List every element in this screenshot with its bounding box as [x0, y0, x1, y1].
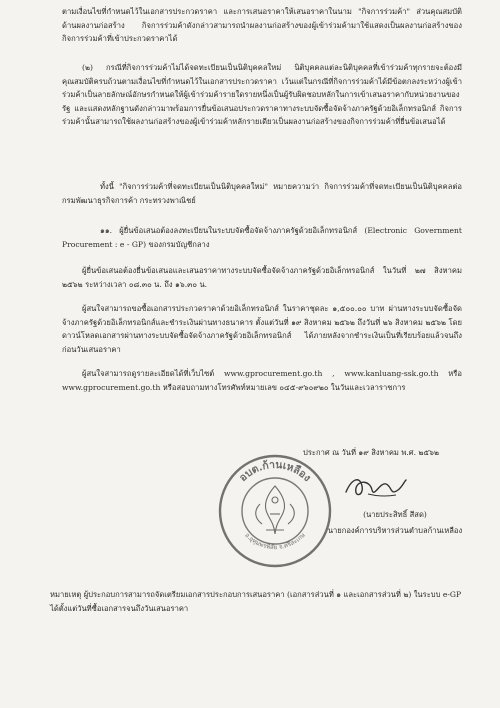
paragraph-submission-date: ผู้ยื่นข้อเสนอต้องยื่นข้อเสนอและเสนอราคาทางระบบจัดซื้อจัดจ้างภาครัฐด้วยอิเล็กทรอนิกส์ ในวันที่ ๒๗ สิงหาคม ๒๕๖๒ ระหว่างเวลา ๐๘.๓๐ น. ถึง ๑๖.๓๐ น. [62, 266, 462, 289]
footnote-label: หมายเหตุ [50, 590, 82, 599]
paragraph-joint-venture-new-entity: ตามเงื่อนไขที่กำหนดไว้ในเอกสารประกวดราคา และการเสนอราคาให้เสนอราคาในนาม "กิจการร่วมค้า" ส่วนคุณสมบัติด้านผลงานก่อสร้าง กิจการร่วมค้าดังกล่าวสามารถนำผลงานก่อสร้างของผู้เข้าร่วมค้ามาใช้แสดงเป็นผลงานก่อสร้างของกิจการร่วมค้าที่เข้าประกวดราคาได้ [62, 7, 462, 44]
paragraph-document-purchase: ผู้สนใจสามารถขอซื้อเอกสารประกวดราคาด้วยอิเล็กทรอนิกส์ ในราคาชุดละ ๑,๕๐๐.๐๐ บาท ผ่านทางระบบจัดซื้อจัดจ้างภาครัฐด้วยอิเล็กทรอนิกส์และชำระเงินผ่านทางธนาคาร ตั้งแต่วันที่ ๑๙ สิงหาคม ๒๕๖๒ ถึงวันที่ ๒๖ สิงหาคม ๒๕๖๒ โดยดาวน์โหลดเอกสารผ่านทางระบบจัดซื้อจัดจ้างภาครัฐด้วยอิเล็กทรอนิกส์ ได้ภายหลังจากชำระเงินเป็นที่เรียบร้อยแล้วจนถึงก่อนวันเสนอราคา [62, 304, 462, 354]
signature-image [340, 470, 410, 504]
announcement-date: ประกาศ ณ วันที่ ๑๙ สิงหาคม พ.ศ. ๒๕๖๒ [303, 448, 439, 457]
seal-top-text: อบต.ก้านเหลือง [236, 458, 314, 485]
footnote-text: ผู้ประกอบการสามารถจัดเตรียมเอกสารประกอบการเสนอราคา (เอกสารส่วนที่ ๑ และเอกสารส่วนที่ ๒) ในระบบ e-GP ได้ตั้งแต่วันที่ซื้อเอกสารจนถึงวันเสนอราคา [50, 590, 462, 613]
seal-bottom-text: อ.อุทุมพรพิสัย จ.ศรีสะเกษ [243, 531, 307, 552]
signer-position: นายกองค์การบริหารส่วนตำบลก้านเหลือง [327, 526, 463, 535]
paragraph-definition: ทั้งนี้ "กิจการร่วมค้าที่จดทะเบียนเป็นนิติบุคคลใหม่" หมายความว่า กิจการร่วมค้าที่จดทะเบียนเป็นนิติบุคคลต่อกรมพัฒนาธุรกิจการค้า กระทรวงพาณิชย์ [62, 182, 462, 205]
footnote [50, 588, 470, 616]
paragraph-joint-venture-no-new-entity: (๒) กรณีที่กิจการร่วมค้าไม่ได้จดทะเบียนเป็นนิติบุคคลใหม่ นิติบุคคลแต่ละนิติบุคคลที่เข้าร่วมค้าทุกรายจะต้องมีคุณสมบัติครบถ้วนตามเงื่อนไขที่กำหนดไว้ในเอกสารประกวดราคา เว้นแต่ในกรณีที่กิจการร่วมค้าได้มีข้อตกลงระหว่างผู้เข้าร่วมค้าเป็นลายลักษณ์อักษรกำหนดให้ผู้เข้าร่วมค้ารายใดรายหนึ่งเป็นผู้รับผิดชอบหลักในการเข้าเสนอราคากับหน่วยงานของรัฐ และแสดงหลักฐานดังกล่าวมาพร้อมการยื่นข้อเสนอประกวดราคาทางระบบจัดซื้อจัดจ้างภาครัฐด้วยอิเล็กทรอนิกส์ กิจการร่วมค้านั้นสามารถใช้ผลงานก่อสร้างของผู้เข้าร่วมค้าหลักรายเดียวเป็นผลงานก่อสร้างของกิจการร่วมค้าที่ยื่นข้อเสนอได้ [62, 63, 462, 127]
signer-name: (นายประสิทธิ์ สีสด) [363, 510, 427, 519]
seal-emblem-icon [256, 486, 295, 534]
paragraph-contact-info: ผู้สนใจสามารถดูรายละเอียดได้ที่เว็บไซต์ www.gprocurement.go.th , www.kanluang-ssk.go.th หรือ www.gprocurement.go.th หรือสอบถามทางโทรศัพท์หมายเลข ๐๔๕-๙๖๐๙๒๐ ในวันและเวลาราชการ [62, 369, 462, 392]
paragraph-egp-registration: ๑๑. ผู้ยื่นข้อเสนอต้องลงทะเบียนในระบบจัดซื้อจัดจ้างภาครัฐด้วยอิเล็กทรอนิกส์ (Electronic Government Procurement : e - GP) ของกรมบัญชีกลาง [62, 226, 462, 249]
